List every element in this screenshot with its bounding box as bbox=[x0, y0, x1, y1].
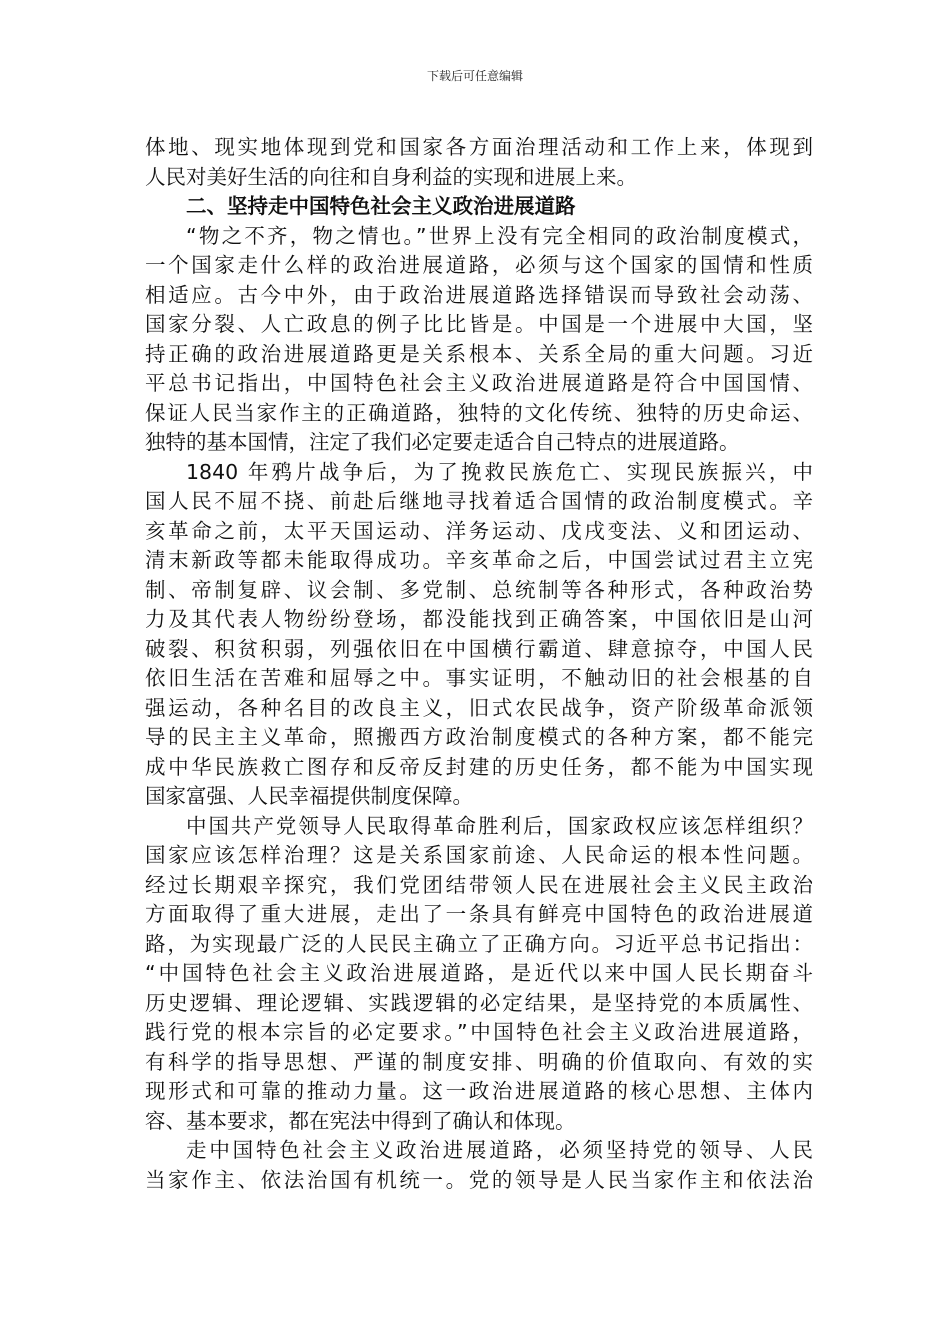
text-line: 经过长期艰辛探究，我们党团结带领人民在进展社会主义民主政治 bbox=[145, 872, 813, 897]
text-line: 当家作主、依法治国有机统一。党的领导是人民当家作主和依法治 bbox=[145, 1167, 813, 1192]
text-line: 成中华民族救亡图存和反帝反封建的历史任务，都不能为中国实现 bbox=[145, 754, 813, 779]
text-line: “物之不齐，物之情也。”世界上没有完全相同的政治制度模式， bbox=[186, 223, 813, 248]
text-line: 相适应。古今中外，由于政治进展道路选择错误而导致社会动荡、 bbox=[145, 282, 813, 307]
text-line: 国家富强、人民幸福提供制度保障。 bbox=[145, 784, 473, 808]
text-line: 破裂、积贫积弱，列强依旧在中国横行霸道、肆意掠夺，中国人民 bbox=[145, 636, 813, 661]
text-line: 路，为实现最广泛的人民民主确立了正确方向。习近平总书记指出： bbox=[145, 931, 813, 956]
text-line: 人民对美好生活的向往和自身利益的实现和进展上来。 bbox=[145, 164, 637, 189]
text-line: 国人民不屈不挠、前赴后继地寻找着适合国情的政治制度模式。辛 bbox=[145, 489, 813, 513]
text-line: 制、帝制复辟、议会制、多党制、总统制等各种形式，各种政治势 bbox=[145, 577, 813, 602]
section-heading: 二、坚持走中国特色社会主义政治进展道路 bbox=[186, 194, 576, 218]
header-note: 下载后可任意编辑 bbox=[426, 69, 523, 83]
text-line: 体地、现实地体现到党和国家各方面治理活动和工作上来，体现到 bbox=[145, 135, 813, 159]
text-line: 力及其代表人物纷纷登场，都没能找到正确答案，中国依旧是山河 bbox=[145, 607, 813, 631]
text-line: 国家应该怎样治理？这是关系国家前途、人民命运的根本性问题。 bbox=[145, 843, 813, 867]
text-line: 导的民主主义革命，照搬西方政治制度模式的各种方案，都不能完 bbox=[145, 725, 813, 749]
text-line: 国家分裂、人亡政息的例子比比皆是。中国是一个进展中大国，坚 bbox=[145, 312, 813, 336]
text-line: 践行党的根本宗旨的必定要求。”中国特色社会主义政治进展道路， bbox=[145, 1020, 813, 1044]
text-line: 依旧生活在苦难和屈辱之中。事实证明，不触动旧的社会根基的自 bbox=[145, 666, 813, 690]
text-line: 独特的基本国情，注定了我们必定要走适合自己特点的进展道路。 bbox=[145, 430, 740, 454]
text-line: 强运动，各种名目的改良主义，旧式农民战争，资产阶级革命派领 bbox=[145, 695, 813, 720]
text-line: 历史逻辑、理论逻辑、实践逻辑的必定结果，是坚持党的本质属性、 bbox=[145, 990, 813, 1015]
text-line: 1840 年鸦片战争后，为了挽救民族危亡、实现民族振兴，中 bbox=[186, 459, 813, 484]
text-line: 一个国家走什么样的政治进展道路，必须与这个国家的国情和性质 bbox=[145, 253, 813, 277]
text-line: 有科学的指导思想、严谨的制度安排、明确的价值取向、有效的实 bbox=[145, 1049, 813, 1074]
text-line: 保证人民当家作主的正确道路，独特的文化传统、独特的历史命运、 bbox=[145, 400, 813, 425]
text-line: 平总书记指出，中国特色社会主义政治进展道路是符合中国国情、 bbox=[145, 371, 813, 395]
text-line: 容、基本要求，都在宪法中得到了确认和体现。 bbox=[145, 1108, 576, 1133]
text-line: 持正确的政治进展道路更是关系根本、关系全局的重大问题。习近 bbox=[145, 341, 813, 366]
text-line: “中国特色社会主义政治进展道路，是近代以来中国人民长期奋斗 bbox=[145, 961, 813, 985]
text-line: 亥革命之前，太平天国运动、洋务运动、戊戌变法、义和团运动、 bbox=[145, 518, 813, 543]
text-line: 方面取得了重大进展，走出了一条具有鲜亮中国特色的政治进展道 bbox=[145, 902, 813, 926]
text-line: 清末新政等都未能取得成功。辛亥革命之后，中国尝试过君主立宪 bbox=[145, 548, 813, 572]
text-line: 走中国特色社会主义政治进展道路，必须坚持党的领导、人民 bbox=[186, 1138, 813, 1162]
document-body bbox=[145, 133, 813, 1195]
text-line: 中国共产党领导人民取得革命胜利后，国家政权应该怎样组织？ bbox=[186, 813, 813, 838]
text-line: 现形式和可靠的推动力量。这一政治进展道路的核心思想、主体内 bbox=[145, 1079, 813, 1103]
